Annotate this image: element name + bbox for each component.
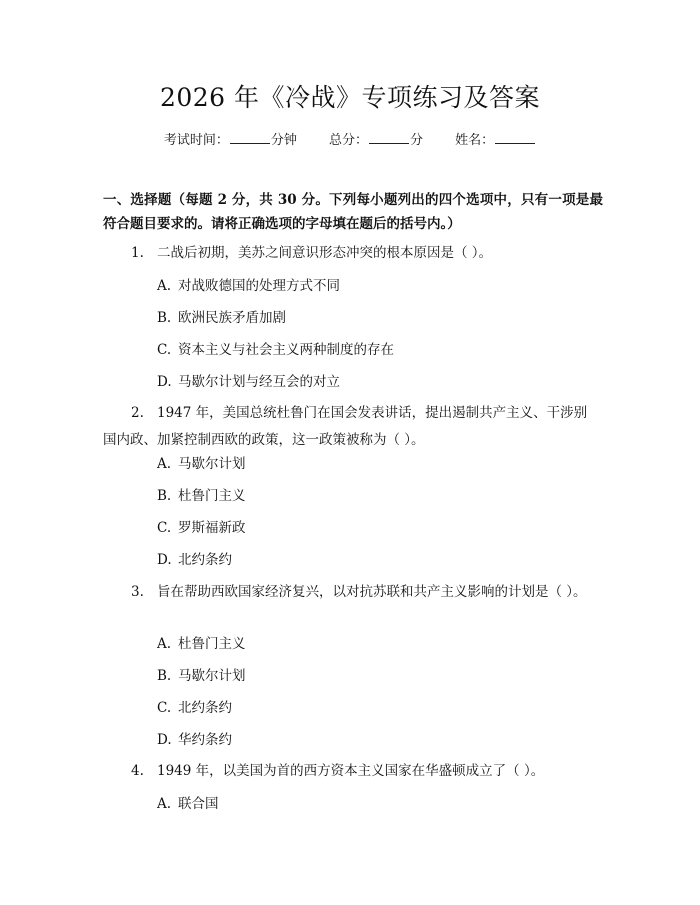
option-letter: A. bbox=[157, 456, 172, 472]
exam-time-unit: 分钟 bbox=[270, 133, 297, 148]
total-score-label: 总分： bbox=[328, 133, 368, 148]
question-text: 旨在帮助西欧国家经济复兴，以对抗苏联和共产主义影响的计划是（ ）。 bbox=[157, 584, 587, 600]
question-3-option-b bbox=[157, 666, 246, 686]
option-text: 北约条约 bbox=[178, 700, 232, 716]
total-score-blank bbox=[369, 131, 409, 144]
option-text: 联合国 bbox=[178, 796, 219, 812]
option-letter: B. bbox=[157, 310, 172, 326]
question-number: 2. bbox=[131, 405, 144, 421]
question-text: 1947 年，美国总统杜鲁门在国会发表讲话，提出遏制共产主义、干涉别国内政、加紧控制西欧的政策，这一政策被称为（ ）。 bbox=[103, 405, 588, 448]
option-letter: D. bbox=[157, 374, 172, 390]
option-letter: C. bbox=[157, 520, 172, 536]
name-label: 姓名： bbox=[455, 133, 495, 148]
question-2-option-b bbox=[157, 486, 246, 506]
option-letter: C. bbox=[157, 342, 172, 358]
option-text: 马歇尔计划与经互会的对立 bbox=[178, 374, 340, 390]
question-2-option-a bbox=[157, 454, 246, 474]
total-score-unit: 分 bbox=[410, 133, 424, 148]
question-number: 3. bbox=[131, 584, 144, 600]
option-letter: B. bbox=[157, 488, 172, 504]
option-letter: C. bbox=[157, 700, 172, 716]
exam-time-field bbox=[164, 131, 297, 151]
option-letter: D. bbox=[157, 732, 172, 748]
option-letter: A. bbox=[157, 796, 172, 812]
question-2-option-d bbox=[157, 550, 232, 570]
option-text: 对战败德国的处理方式不同 bbox=[178, 278, 340, 294]
option-letter: A. bbox=[157, 636, 172, 652]
option-text: 欧洲民族矛盾加剧 bbox=[178, 310, 286, 326]
question-4 bbox=[103, 758, 599, 785]
option-text: 杜鲁门主义 bbox=[178, 636, 246, 652]
question-3-option-d bbox=[157, 730, 232, 750]
exam-time-label: 考试时间： bbox=[163, 133, 229, 148]
question-text: 1949 年，以美国为首的西方资本主义国家在华盛顿成立了（ ）。 bbox=[157, 763, 545, 779]
question-2 bbox=[103, 400, 599, 454]
exam-time-blank bbox=[230, 131, 270, 144]
name-blank bbox=[495, 131, 535, 144]
question-1 bbox=[103, 240, 599, 267]
option-text: 罗斯福新政 bbox=[178, 520, 246, 536]
question-1-option-b bbox=[157, 308, 286, 328]
question-4-option-a bbox=[157, 794, 219, 814]
question-3 bbox=[103, 579, 599, 606]
section-heading: 一、选择题（每题 2 分，共 30 分。下列每小题列出的四个选项中，只有一项是最符合题目要求的。请将正确选项的字母填在题后的括号内。） bbox=[103, 192, 603, 232]
option-text: 资本主义与社会主义两种制度的存在 bbox=[178, 342, 394, 358]
name-field bbox=[455, 131, 536, 151]
option-letter: D. bbox=[157, 552, 172, 568]
question-1-option-a bbox=[157, 276, 340, 296]
total-score-field bbox=[329, 131, 423, 151]
question-2-option-c bbox=[157, 518, 246, 538]
option-text: 华约条约 bbox=[178, 732, 232, 748]
question-number: 1. bbox=[131, 245, 144, 261]
question-1-option-d bbox=[157, 372, 340, 392]
option-text: 北约条约 bbox=[178, 552, 232, 568]
option-text: 马歇尔计划 bbox=[178, 456, 246, 472]
page-title: 2026 年《冷战》专项练习及答案 bbox=[159, 83, 541, 112]
question-3-option-a bbox=[157, 634, 246, 654]
question-number: 4. bbox=[131, 763, 144, 779]
option-text: 杜鲁门主义 bbox=[178, 488, 246, 504]
question-3-option-c bbox=[157, 698, 232, 718]
exam-info-line bbox=[0, 131, 700, 151]
question-1-option-c bbox=[157, 340, 394, 360]
option-letter: B. bbox=[157, 668, 172, 684]
question-text: 二战后初期，美苏之间意识形态冲突的根本原因是（ ）。 bbox=[157, 245, 493, 261]
option-text: 马歇尔计划 bbox=[178, 668, 246, 684]
option-letter: A. bbox=[157, 278, 172, 294]
